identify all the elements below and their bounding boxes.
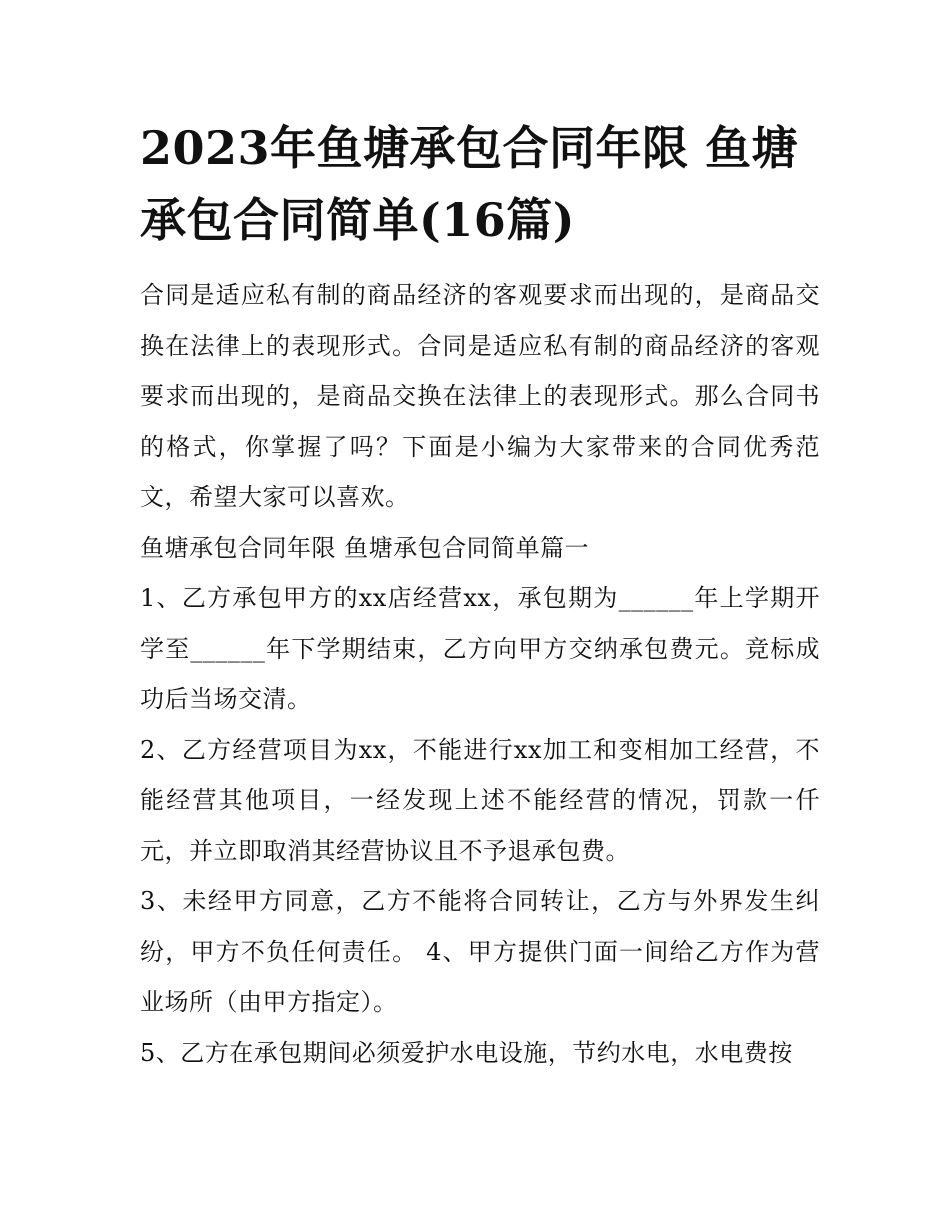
document-page [140,112,820,1078]
section-heading: 鱼塘承包合同年限 鱼塘承包合同简单篇一 [140,533,590,562]
clause-1: 1、乙方承包甲方的xx店经营xx，承包期为______年上学期开学至______年下学期结束，乙方向甲方交纳承包费元。竞标成功后当场交清。 [140,584,820,713]
clause-3-4: 3、未经甲方同意，乙方不能将合同转让，乙方与外界发生纠纷，甲方不负任何责任。 4、甲方提供门面一间给乙方作为营业场所（由甲方指定）。 [140,887,820,1016]
intro-paragraph: 合同是适应私有制的商品经济的客观要求而出现的，是商品交换在法律上的表现形式。合同是适应私有制的商品经济的客观要求而出现的，是商品交换在法律上的表现形式。那么合同书的格式，你掌握了吗？下面是小编为大家带来的合同优秀范文，希望大家可以喜欢。 [140,281,820,511]
clause-2: 2、乙方经营项目为xx，不能进行xx加工和变相加工经营，不能经营其他项目，一经发现上述不能经营的情况，罚款一仟元，并立即取消其经营协议且不予退承包费。 [140,735,820,865]
clause-5: 5、乙方在承包期间必须爱护水电设施，节约水电，水电费按 [140,1038,793,1067]
document-title: 2023年鱼塘承包合同年限 鱼塘承包合同简单(16篇) [140,121,799,247]
